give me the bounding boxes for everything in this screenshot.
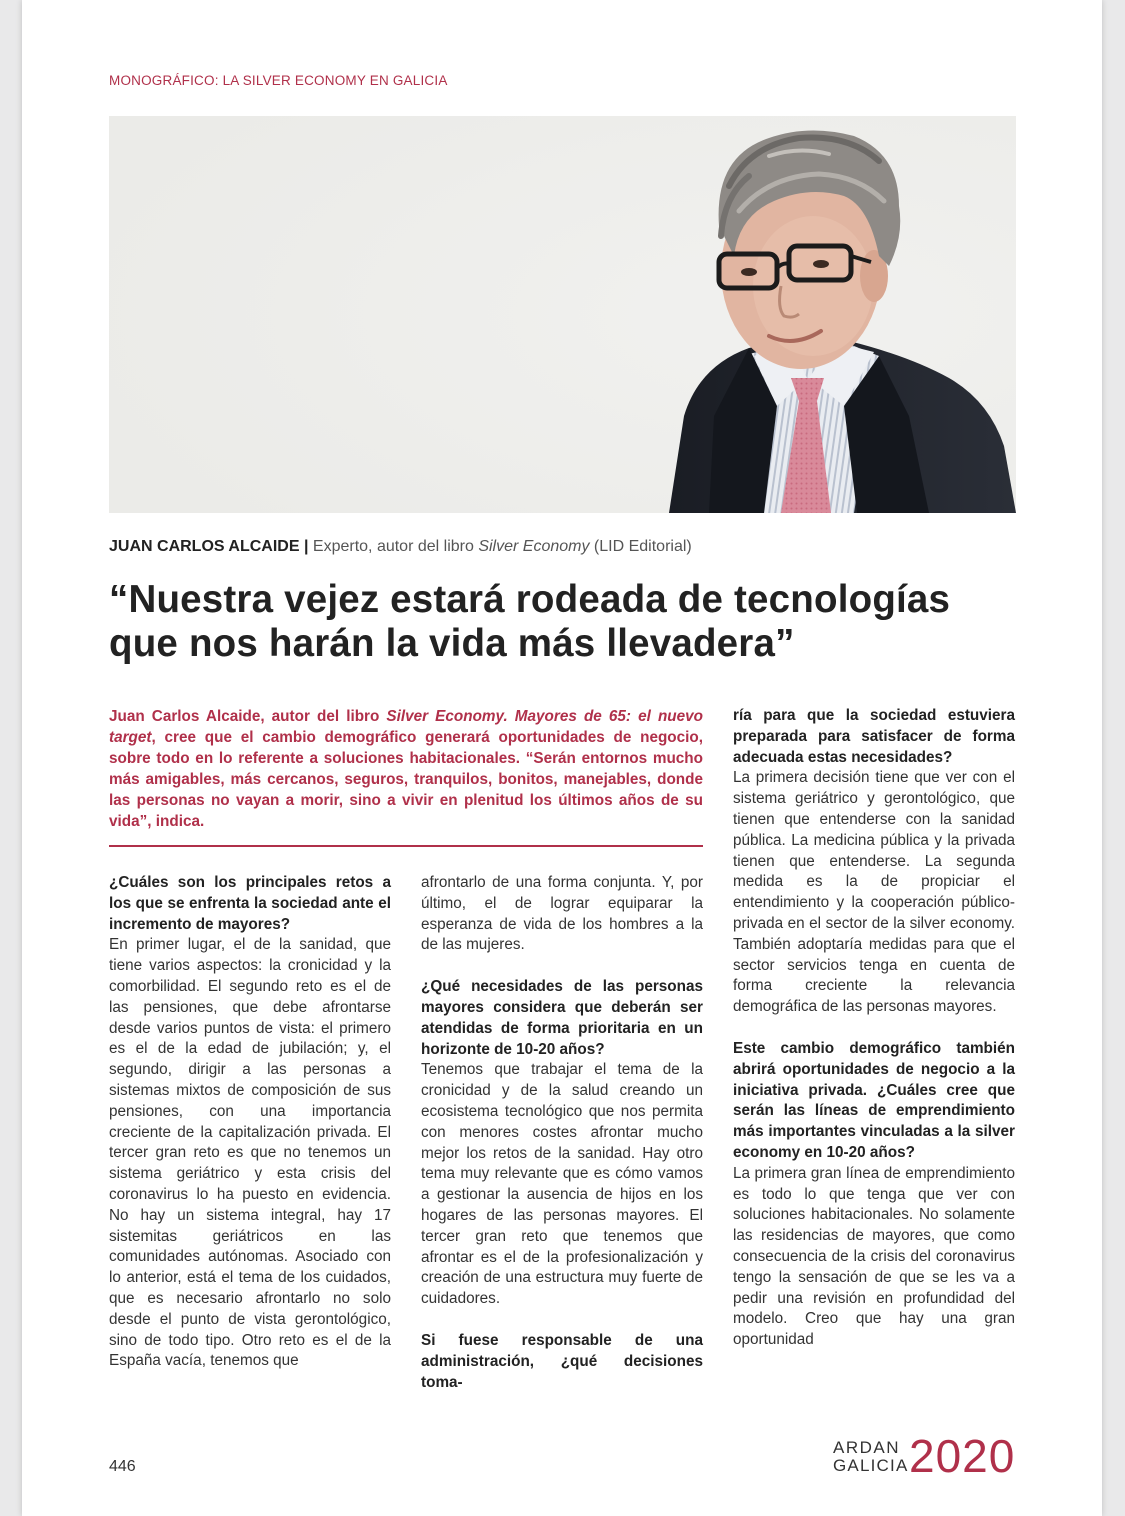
lead-text-end: , cree que el cambio demográfico generará oportunidades de negocio, sobre todo en lo referente a soluciones habitacionales. “Serán entornos mucho más amigables, más cercanos, seguros, tranquilos, bonitos, manejables, donde las personas no vayan a morir, sino a vivir en plenitud los últimos años de su vida”, indica. (109, 729, 703, 830)
answer: En primer lugar, el de la sanidad, que tiene varios aspectos: la cronicidad y la comorbilidad. El segundo reto es el de las pensiones, que debe afrontarse desde varios puntos de vista: el primero es el de la edad de jubilación; y, el segundo, dirigir a las personas a sistemas mixtos de composición de sus pensiones, con una importancia creciente de la capitalización privada. El tercer gran reto es que no tenemos un sistema geriátrico y esta crisis del coronavirus lo ha puesto en evidencia. No hay un sistema integral, hay 17 sistemitas geriátricos en las comunidades autónomas. Asociado con lo anterior, está el tema de los cuidados, que es necesario afrontarlo no solo desde el punto de vista gerontológico, sino de todo tipo. Otro reto es el de la España vacía, tenemos que (109, 936, 391, 1370)
question: ¿Qué necesidades de las personas mayores considera que deberán ser atendidas de forma prioritaria en un horizonte de 10-20 años? (421, 978, 703, 1058)
lead-book-title: Silver Economy. Mayores de 65: el nuevo target (109, 708, 703, 746)
portrait-illustration (109, 116, 1016, 513)
question: Si fuese responsable de una administración, ¿qué decisiones toma- (421, 1331, 703, 1391)
portrait-photo (109, 116, 1016, 513)
paragraph-gap (421, 956, 703, 977)
column-3 (733, 706, 1015, 1351)
logo-year: 2020 (909, 1430, 1016, 1482)
lead-divider (109, 845, 703, 847)
answer: La primera decisión tiene que ver con el sistema geriátrico y gerontológico, que tienen que entenderse con la sanidad pública. La medicina pública y la privada tienen que entenderse. La segunda medida es la de propiciar el entendimiento y la cooperación público-privada en el sector de la silver economy. También adoptaría medidas para que el sector servicios tenga en cuenta de forma creciente la relevancia demográfica de las personas mayores. (733, 769, 1015, 1016)
answer: afrontarlo de una forma conjunta. Y, por último, el de lograr equiparar la esperanza de vida de los hombres a la de las mujeres. (421, 874, 703, 954)
question: ría para que la sociedad estuviera preparada para satisfacer de forma adecuada estas necesidades? (733, 707, 1015, 766)
column-1 (109, 873, 391, 1372)
question: Este cambio demográfico también abrirá oportunidades de negocio a la iniciativa privada. ¿Cuáles cree que serán las líneas de emprendimiento más importantes vinculadas a la silver economy en 10-20 años? (733, 1039, 1015, 1161)
byline-role: Experto, autor del libro (312, 538, 479, 555)
answer: Tenemos que trabajar el tema de la cronicidad y de la salud creando un ecosistema tecnológico que nos permita con menores costes afrontar mucho mejor los retos de la sanidad. Hay otro tema muy relevante que es cómo vamos a gestionar la ausencia de hijos en los hogares de las personas mayores. El tercer gran reto que tenemos que afrontar es el de la profesionalización y creación de una estructura muy fuerte de cuidadores. (421, 1061, 703, 1308)
answer: La primera gran línea de emprendimiento es todo lo que tenga que ver con soluciones habitacionales. No solamente las residencias de mayores, que como consecuencia de la crisis del coronavirus tengo la sensación de que se les va a pedir una revisión en profundidad del modelo. Creo que hay una gran oportunidad (733, 1164, 1015, 1349)
byline-name: JUAN CARLOS ALCAIDE (109, 538, 300, 555)
section-label: MONOGRÁFICO: LA SILVER ECONOMY EN GALICIA (109, 73, 448, 88)
ardan-galicia-logo (833, 1432, 1023, 1480)
logo-line-ardan: ARDAN (833, 1438, 901, 1457)
logo-line-galicia: GALICIA (833, 1456, 909, 1475)
byline-publisher: (LID Editorial) (589, 538, 692, 555)
question: ¿Cuáles son los principales retos a los que se enfrenta la sociedad ante el incremento de mayores? (109, 874, 391, 933)
paragraph-gap (421, 1310, 703, 1331)
byline-separator: | (299, 538, 313, 555)
paragraph-gap (733, 1018, 1015, 1039)
headline: “Nuestra vejez estará rodeada de tecnologías que nos harán la vida más llevadera” (109, 578, 951, 665)
byline-book: Silver Economy (478, 538, 590, 555)
magazine-page (22, 0, 1102, 1516)
page-number: 446 (109, 1458, 136, 1475)
column-2 (421, 873, 703, 1393)
lead-text-start: Juan Carlos Alcaide, autor del libro (109, 708, 387, 725)
byline (109, 538, 692, 556)
lead-paragraph (109, 706, 703, 832)
